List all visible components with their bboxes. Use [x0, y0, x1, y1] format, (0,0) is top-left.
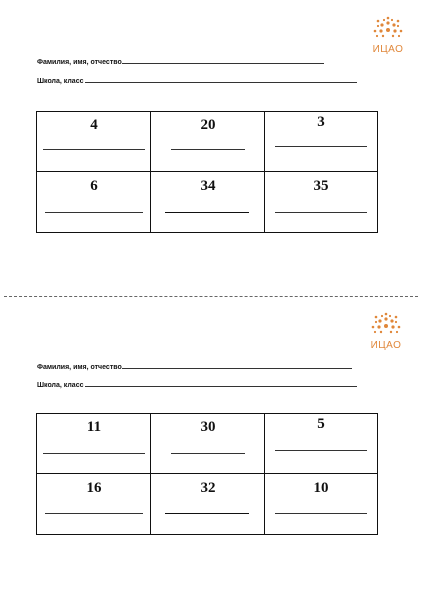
answer-line[interactable]	[43, 453, 145, 454]
grid-cell	[265, 414, 377, 474]
icao-logo	[368, 14, 408, 60]
grid-cell	[265, 172, 377, 232]
school-class-label: Школа, класс	[37, 78, 84, 85]
cell-number: 32	[200, 480, 216, 496]
answer-grid	[36, 413, 378, 535]
answer-line[interactable]	[45, 212, 143, 213]
answer-grid	[36, 111, 378, 233]
answer-line[interactable]	[43, 149, 145, 150]
school-class-label: Школа, класс	[37, 382, 84, 389]
full-name-line[interactable]	[122, 57, 324, 64]
answer-line[interactable]	[165, 212, 249, 213]
full-name-label: Фамилия, имя, отчество	[37, 59, 122, 66]
cell-number: 4	[90, 117, 98, 133]
grid-cell	[37, 172, 151, 232]
grid-cell	[37, 414, 151, 474]
answer-line[interactable]	[165, 513, 249, 514]
grid-cell	[151, 112, 265, 172]
school-class-field[interactable]	[37, 76, 357, 85]
full-name-field[interactable]	[37, 362, 352, 371]
cell-number: 11	[86, 419, 102, 435]
cell-number: 3	[317, 114, 325, 130]
answer-line[interactable]	[275, 450, 367, 451]
sunburst-logo-icon	[368, 14, 408, 44]
school-class-line[interactable]	[85, 76, 357, 83]
answer-line[interactable]	[275, 146, 367, 147]
school-class-field[interactable]	[37, 380, 357, 389]
logo-text: ИЦАО	[372, 44, 404, 55]
grid-cell	[37, 474, 151, 534]
cell-number: 6	[90, 178, 98, 194]
answer-line[interactable]	[275, 513, 367, 514]
cell-number: 34	[200, 178, 216, 194]
full-name-line[interactable]	[122, 362, 352, 369]
answer-line[interactable]	[171, 149, 245, 150]
logo-text: ИЦАО	[370, 340, 402, 351]
grid-cell	[37, 112, 151, 172]
grid-cell	[265, 112, 377, 172]
cell-number: 20	[200, 117, 216, 133]
answer-line[interactable]	[45, 513, 143, 514]
cell-number: 10	[313, 480, 329, 496]
cell-number: 35	[313, 178, 329, 194]
sunburst-logo-icon	[366, 310, 406, 340]
cell-number: 5	[317, 416, 325, 432]
icao-logo	[366, 310, 406, 356]
grid-cell	[151, 172, 265, 232]
answer-line[interactable]	[171, 453, 245, 454]
answer-line[interactable]	[275, 212, 367, 213]
grid-cell	[265, 474, 377, 534]
grid-cell	[151, 414, 265, 474]
full-name-label: Фамилия, имя, отчество	[37, 364, 122, 371]
cell-number: 30	[200, 419, 216, 435]
grid-cell	[151, 474, 265, 534]
cell-number: 16	[86, 480, 102, 496]
cut-line	[4, 296, 418, 297]
school-class-line[interactable]	[85, 380, 357, 387]
full-name-field[interactable]	[37, 57, 324, 66]
